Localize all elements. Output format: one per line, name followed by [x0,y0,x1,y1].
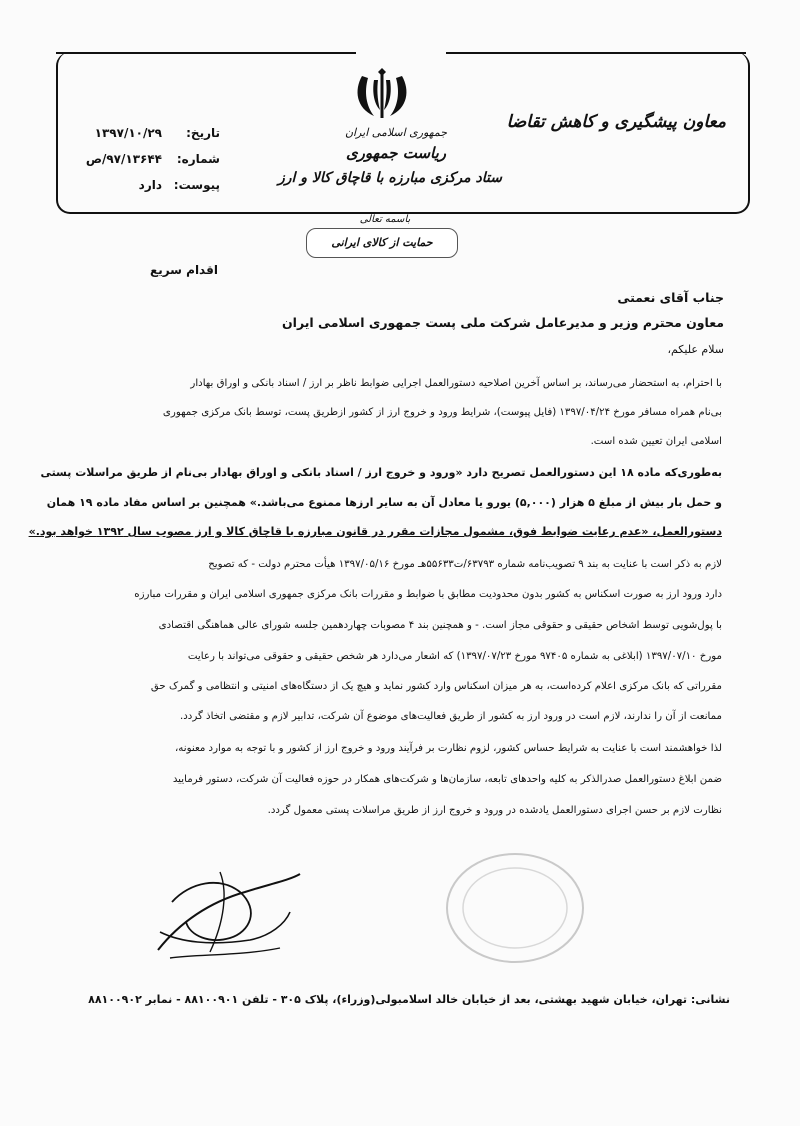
meta-date [90,126,220,144]
number-label: شماره: [176,152,220,166]
body-line-bold: و حمل بار بیش از مبلغ ۵ هزار (۵,۰۰۰) یورو یا معادل آن به سایر ارزها ممنوع می‌باشد.» همچنین بر اساس مفاد ماده ۱۹ همان [46,496,722,509]
urgency-note: اقدام سریع [150,263,218,277]
body-line: مورخ ۱۳۹۷/۰۷/۱۰ (ابلاغی به شماره ۹۷۴۰۵ مورخ ۱۳۹۷/۰۷/۲۳) که اشعار می‌دارد هر شخص حقیقی و حقوقی می‌تواند با رعایت [187,651,722,662]
org-line-presidency: ریاست جمهوری [345,144,447,162]
greeting: سلام علیکم، [667,343,724,356]
recipient-name: جناب آقای نعمتی [617,290,724,305]
signature-icon [150,862,310,972]
body-line: مقرراتی که بانک مرکزی اعلام کرده‌است، به هر میزان اسکناس وارد کشور نماید و هیچ یک از دستگاه‌های امنیتی و انتظامی و گمرک حق [150,681,722,692]
letterhead-top-border-left [56,52,356,54]
body-line: بی‌نام همراه مسافر مورخ ۱۳۹۷/۰۴/۲۴ (فایل پیوست)، شرایط ورود و خروج ارز از کشور ازطریق پست، توسط بانک مرکزی جمهوری [162,407,722,418]
meta-attachment [90,178,220,196]
body-line: اسلامی ایران تعیین شده است. [590,436,722,447]
body-line-bold: به‌طوری‌که ماده ۱۸ این دستورالعمل تصریح دارد «ورود و خروج ارز / اسناد بانکی و اوراق بهادار بی‌نام از طریق مراسلات پستی [40,466,722,479]
iran-emblem-icon [352,68,412,122]
footer-address: نشانی: تهران، خیابان شهید بهشتی، بعد از خیابان خالد اسلامبولی(وزراء)، پلاک ۳۰۵ - تلفن ۸۸۱۰۰۹۰۱ - نمابر ۸۸۱۰۰۹۰۲ [88,993,730,1006]
body-line: ممانعت از آن را ندارند، لازم است در ورود ارز به کشور از طریق فعالیت‌های موضوع آن شرکت، تدابیر لازم و مقتضی اتخاذ گردد. [180,711,722,722]
body-line: لذا خواهشمند است با عنایت به شرایط حساس کشور، لزوم نظارت بر فرآیند ورود و خروج ارز از کشور و با توجه به موارد معنونه، [175,743,722,754]
basmala: باسمه تعالی [359,214,411,225]
attachment-value: دارد [138,178,162,192]
body-line-underlined: دستورالعمل، «عدم رعایت ضوابط فوق، مشمول مجازات مقرر در قانون مبارزه با قاچاق کالا و ارز مصوب سال ۱۳۹۲ خواهد بود.» [28,525,722,538]
letterhead-top-border-right [446,52,746,54]
number-value: ۹۷/۱۳۶۴۴/ص [85,152,162,166]
body-line: نظارت لازم بر حسن اجرای دستورالعمل یادشده در ورود و خروج ارز از طریق مراسلات پستی معمول گردد. [267,805,722,816]
org-line-republic: جمهوری اسلامی ایران [344,126,448,139]
org-line-headquarters: ستاد مرکزی مبارزه با قاچاق کالا و ارز [278,170,502,186]
body-line: با احترام، به استحضار می‌رساند، بر اساس آخرین اصلاحیه دستورالعمل اجرایی ضوابط ناظر بر ارز / اسناد بانکی و اوراق بهادار [190,378,722,389]
official-seal-icon [440,848,590,968]
recipient-title: معاون محترم وزیر و مدیرعامل شرکت ملی پست جمهوری اسلامی ایران [282,315,724,330]
iranian-goods-stamp: حمایت از کالای ایرانی [306,228,458,258]
attachment-label: پیوست: [173,178,220,192]
date-label: تاریخ: [186,126,220,140]
deputy-title: معاون پیشگیری و کاهش تقاضا [506,112,726,132]
meta-number [85,152,220,170]
date-value: ۱۳۹۷/۱۰/۲۹ [94,126,162,140]
body-line: لازم به ذکر است با عنایت به بند ۹ تصویب‌نامه شماره ۶۳۷۹۳/ت۵۵۶۳۳هـ مورخ ۱۳۹۷/۰۵/۱۶ هیأت محترم دولت - که تصویح [208,559,722,570]
body-line: دارد ورود ارز به صورت اسکناس به کشور بدون محدودیت مطابق با ضوابط و مقررات بانک مرکزی جمهوری اسلامی ایران و مقررات مبارزه [134,589,722,600]
body-line: با پول‌شویی توسط اشخاص حقیقی و حقوقی مجاز است. - و همچنین بند ۴ مصوبات چهاردهمین جلسه شورای عالی هماهنگی اقتصادی [158,620,722,631]
body-line: ضمن ابلاغ دستورالعمل صدرالذکر به کلیه واحدهای تابعه، سازمان‌ها و شرکت‌های همکار در حوزه فعالیت آن شرکت، دستور فرمایید [172,774,722,785]
